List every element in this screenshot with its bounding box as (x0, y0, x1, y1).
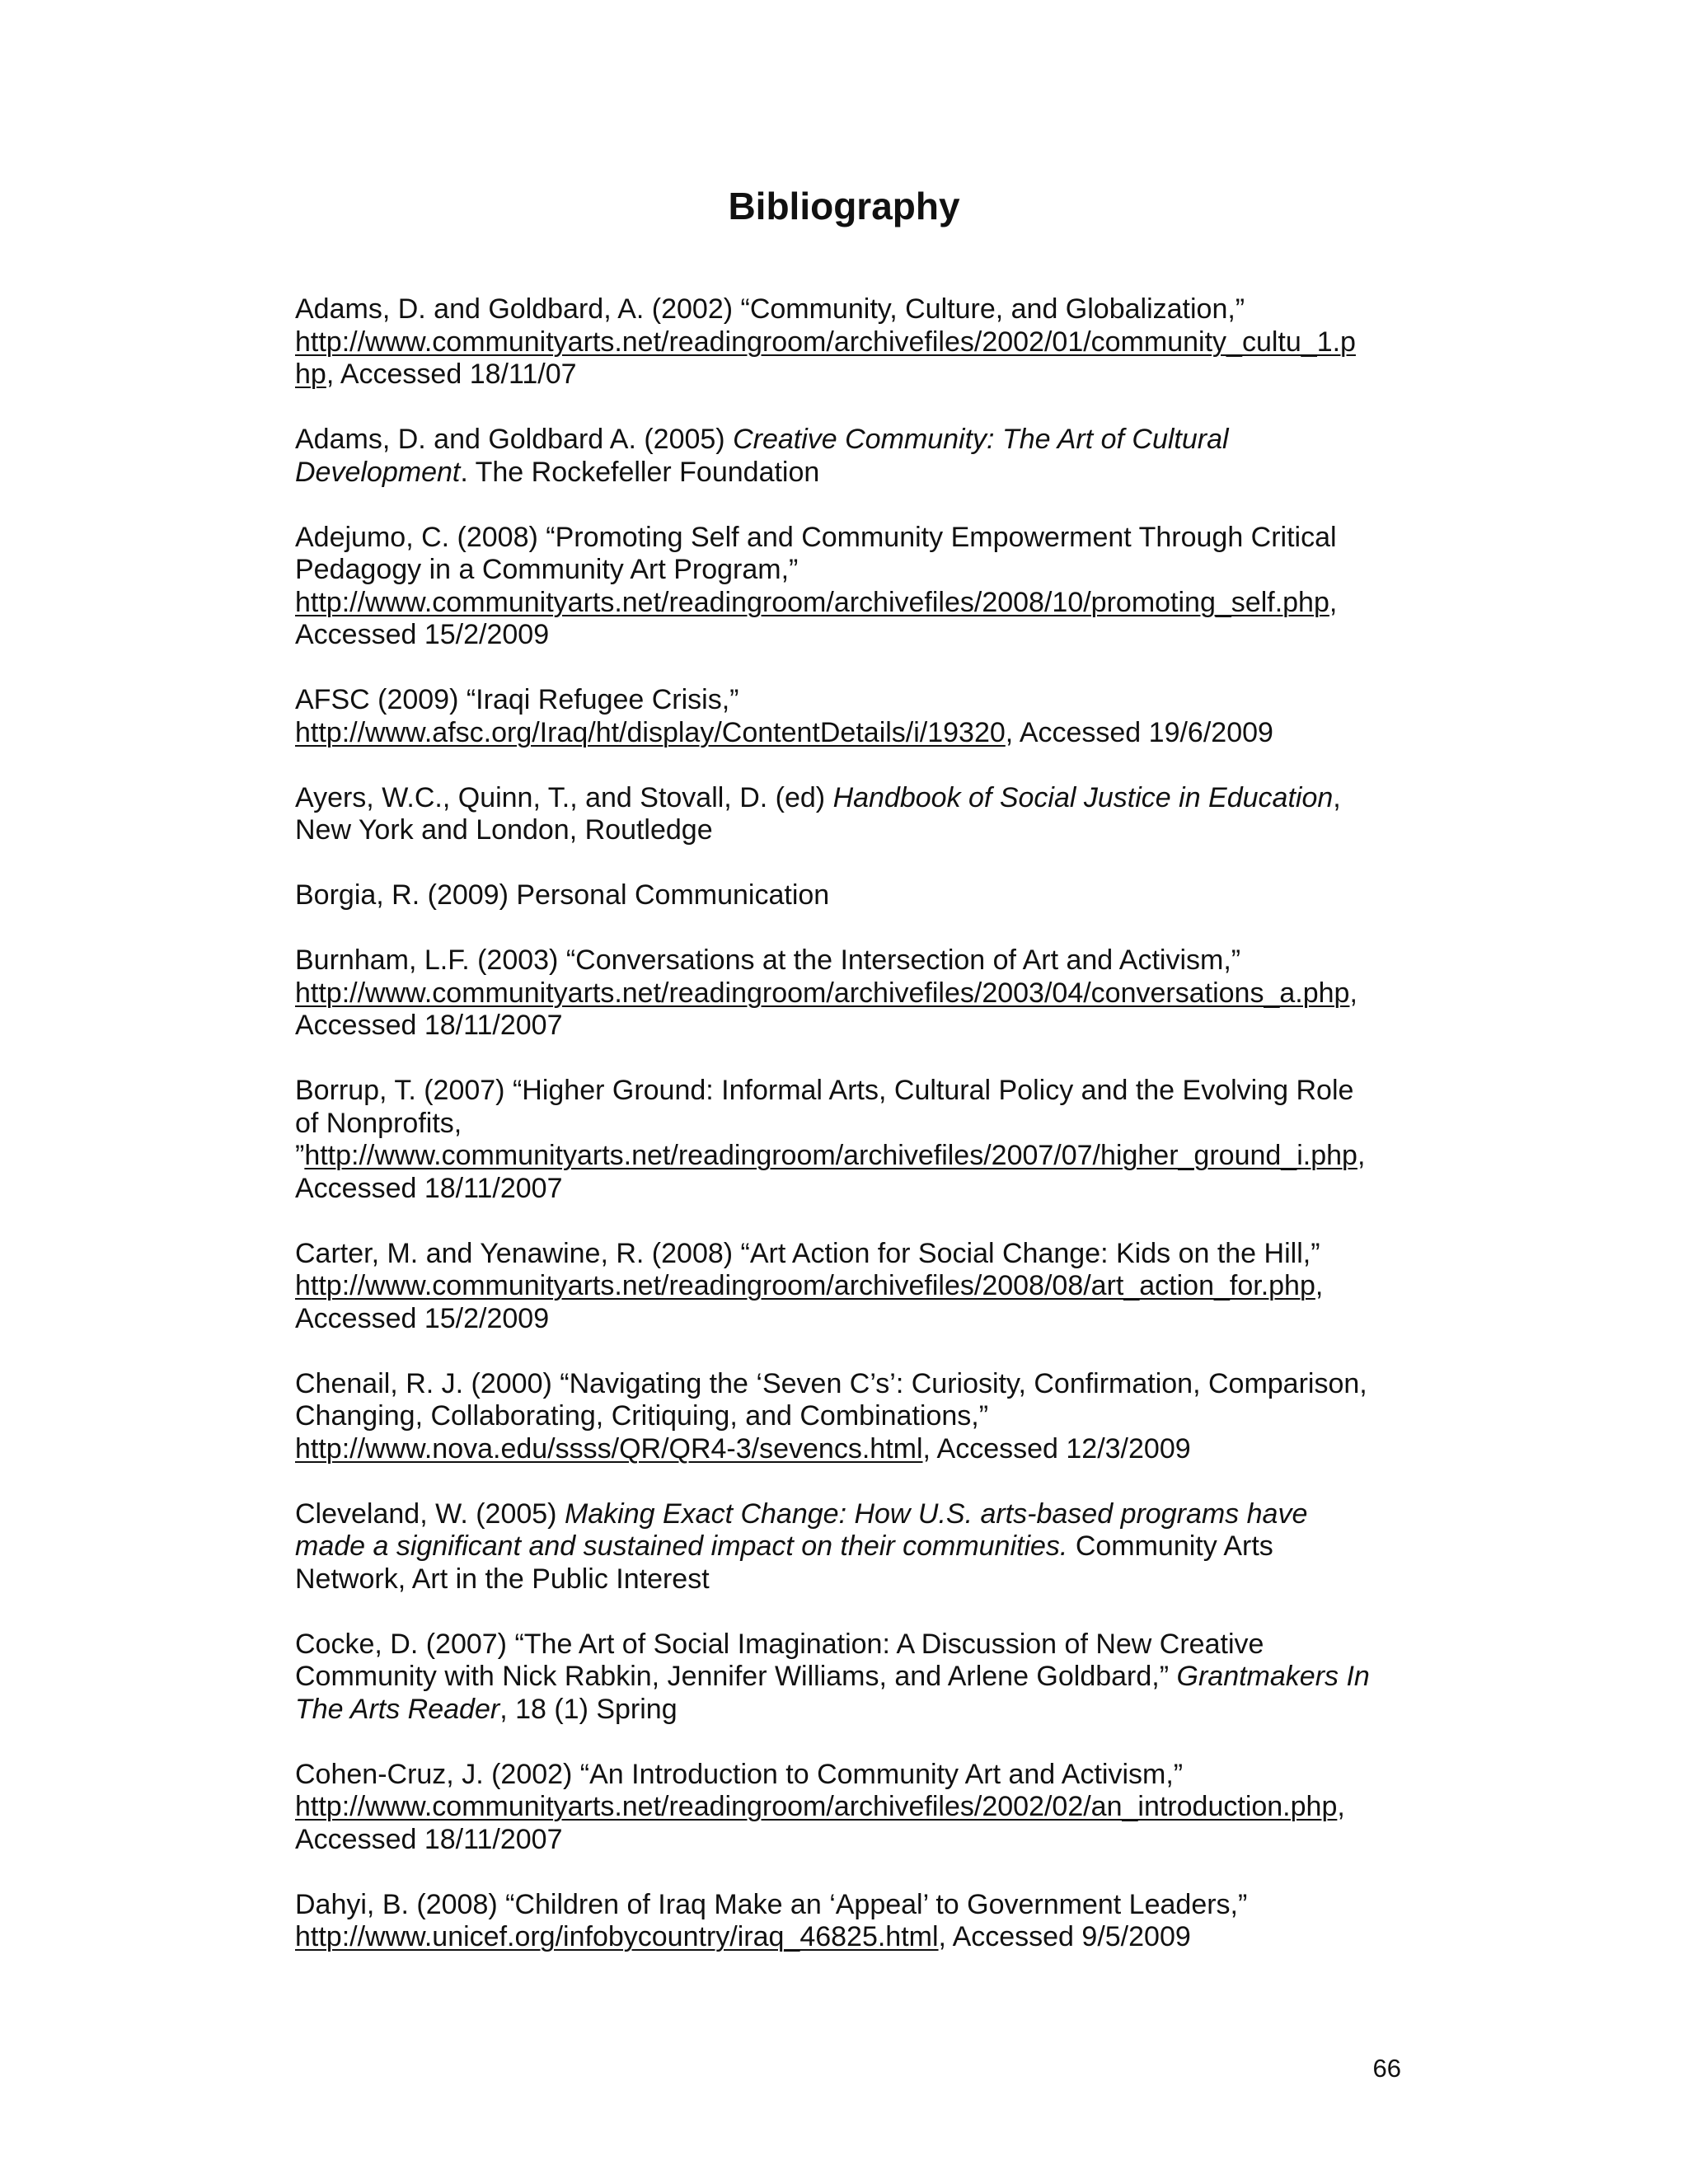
reference-link[interactable]: http://www.unicef.org/infobycountry/iraq_46825.html (295, 1921, 939, 1952)
accessed-date: Accessed 15/2/2009 (295, 619, 550, 650)
entry-line: of Nonprofits, (295, 1107, 462, 1139)
bibliography-entry (295, 522, 1400, 652)
entry-line (295, 1921, 1400, 1954)
accessed-date: Accessed 15/2/2009 (295, 1302, 550, 1334)
reference-link[interactable]: http://www.communityarts.net/readingroom/archivefiles/2002/02/an_introduction.php (295, 1791, 1338, 1822)
entry-text: Cleveland, W. (2005) (295, 1497, 565, 1530)
bibliography-entry (295, 1238, 1400, 1336)
entry-text: ” (295, 1140, 305, 1171)
accessed-date: , Accessed 19/6/2009 (1005, 716, 1273, 748)
entry-title-italic: Grantmakers In (1176, 1661, 1370, 1692)
bibliography-entry (295, 1368, 1400, 1466)
entry-line: Chenail, R. J. (2000) “Navigating the ‘Seven C’s’: Curiosity, Confirmation, Comparison, (295, 1367, 1367, 1399)
bibliography-entry (295, 782, 1400, 847)
entry-text: Community with Nick Rabkin, Jennifer Williams, and Arlene Goldbard,” (295, 1661, 1177, 1692)
entry-line: Network, Art in the Public Interest (295, 1563, 710, 1595)
accessed-date: , Accessed 9/5/2009 (938, 1921, 1191, 1952)
page-number: 66 (1372, 2054, 1401, 2083)
bibliography-entry (295, 684, 1400, 749)
entry-title-italic: Creative Community: The Art of Cultural (733, 424, 1229, 455)
entry-line: Changing, Collaborating, Critiquing, and Combinations,” (295, 1400, 989, 1432)
entry-line: Adejumo, C. (2008) “Promoting Self and Community Empowerment Through Critical (295, 521, 1337, 553)
entry-line (295, 977, 1400, 1010)
entry-line (295, 1530, 1400, 1563)
entry-text: Ayers, W.C., Quinn, T., and Stovall, D. (ed) (295, 781, 833, 813)
bibliography-entry (295, 1759, 1400, 1857)
entry-line (295, 1433, 1400, 1466)
entry-line: Borrup, T. (2007) “Higher Ground: Informal Arts, Cultural Policy and the Evolving Role (295, 1075, 1354, 1106)
reference-link[interactable]: http://www.communityarts.net/readingroom/archivefiles/2007/07/higher_ground_i.php (304, 1140, 1357, 1171)
reference-link[interactable]: http://www.nova.edu/ssss/QR/QR4-3/sevencs.html (295, 1432, 923, 1465)
bibliography-entry (295, 1889, 1400, 1954)
entry-line: Pedagogy in a Community Art Program,” (295, 554, 799, 585)
bibliography-entry (295, 293, 1400, 391)
bibliography-entry (295, 424, 1400, 489)
entry-line (295, 326, 1400, 359)
entry-line (295, 1791, 1400, 1824)
entry-text: , (1357, 1140, 1366, 1171)
bibliography-entry (295, 944, 1400, 1043)
entry-text: , (1349, 977, 1357, 1009)
entry-line (295, 359, 1400, 391)
reference-link[interactable]: http://www.communityarts.net/readingroom/archivefiles/2008/08/art_action_for.php (295, 1270, 1315, 1301)
entry-text: , (1333, 781, 1341, 813)
entry-line: Dahyi, B. (2008) “Children of Iraq Make an ‘Appeal’ to Government Leaders,” (295, 1888, 1248, 1920)
entry-line (295, 717, 1400, 750)
entry-line (295, 1140, 1400, 1173)
entry-line: Cohen-Cruz, J. (2002) “An Introduction to Community Art and Activism,” (295, 1758, 1184, 1790)
bibliography-entry (295, 1498, 1400, 1596)
reference-link[interactable]: http://www.communityarts.net/readingroom/archivefiles/2003/04/conversations_a.php (295, 977, 1350, 1009)
entry-text: , (1329, 586, 1338, 618)
entry-text: , 18 (1) Spring (499, 1693, 678, 1725)
reference-link[interactable]: http://www.communityarts.net/readingroom/archivefiles/2008/10/promoting_self.php (295, 586, 1329, 618)
entry-line: AFSC (2009) “Iraqi Refugee Crisis,” (295, 684, 739, 715)
accessed-date: Accessed 18/11/2007 (295, 1823, 563, 1855)
entry-line (295, 1270, 1400, 1303)
bibliography-list (295, 293, 1400, 1986)
entry-text: , (1315, 1270, 1324, 1301)
entry-text: . The Rockefeller Foundation (460, 456, 820, 488)
entry-text: , (1337, 1791, 1345, 1822)
entry-line (295, 1661, 1400, 1694)
entry-line: Borgia, R. (2009) Personal Communication (295, 879, 830, 911)
accessed-date: , Accessed 12/3/2009 (922, 1432, 1191, 1465)
entry-line: Cocke, D. (2007) “The Art of Social Imagination: A Discussion of New Creative (295, 1628, 1264, 1660)
entry-line (295, 1498, 1400, 1531)
entry-title-italic: Handbook of Social Justice in Education (832, 781, 1334, 813)
bibliography-entry (295, 1075, 1400, 1205)
entry-text: Community Arts (1067, 1530, 1273, 1562)
entry-line: Adams, D. and Goldbard, A. (2002) “Community, Culture, and Globalization,” (295, 293, 1245, 325)
entry-text: Adams, D. and Goldbard A. (2005) (295, 424, 734, 455)
page-title: Bibliography (728, 185, 960, 227)
entry-line: Carter, M. and Yenawine, R. (2008) “Art Action for Social Change: Kids on the Hill,” (295, 1237, 1320, 1269)
accessed-date: , Accessed 18/11/07 (326, 359, 577, 390)
entry-line (295, 1694, 1400, 1727)
entry-line (295, 457, 1400, 490)
accessed-date: Accessed 18/11/2007 (295, 1010, 563, 1041)
entry-line: New York and London, Routledge (295, 814, 713, 846)
entry-title-italic: Development (295, 456, 461, 488)
entry-line (295, 782, 1400, 815)
reference-link[interactable]: http://www.communityarts.net/readingroom/archivefiles/2002/01/community_cultu_1.p (295, 326, 1356, 358)
entry-line (295, 424, 1400, 457)
entry-title-italic: Making Exact Change: How U.S. arts-based programs have (564, 1497, 1308, 1530)
entry-line (295, 587, 1400, 620)
entry-title-italic: made a significant and sustained impact on their communities. (295, 1530, 1068, 1562)
bibliography-entry (295, 1629, 1400, 1727)
entry-title-italic: The Arts Reader (295, 1693, 500, 1725)
reference-link[interactable]: http://www.afsc.org/Iraq/ht/display/ContentDetails/i/19320 (295, 716, 1006, 748)
bibliography-entry (295, 879, 1400, 912)
reference-link[interactable]: hp (295, 359, 326, 390)
accessed-date: Accessed 18/11/2007 (295, 1172, 563, 1204)
entry-line: Burnham, L.F. (2003) “Conversations at the Intersection of Art and Activism,” (295, 944, 1241, 976)
